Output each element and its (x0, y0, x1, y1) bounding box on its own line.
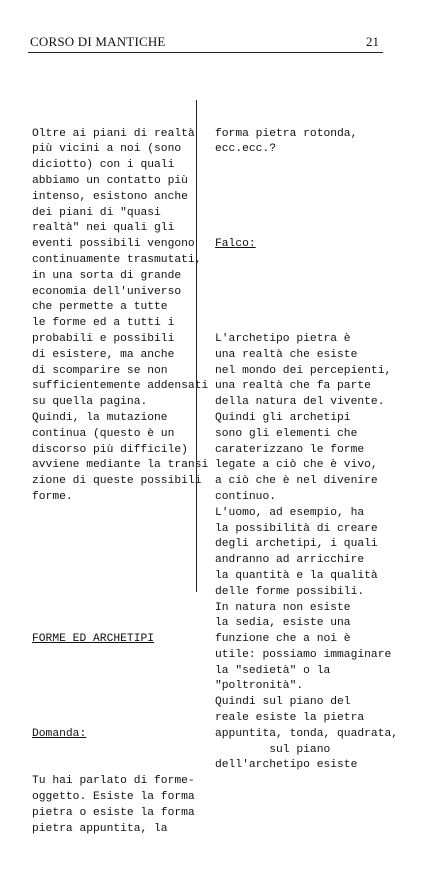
spacer (215, 190, 398, 206)
text-line: In natura non esiste (215, 601, 351, 614)
text-line: discorso più difficile) (32, 443, 188, 456)
text-line: continuo. (215, 490, 277, 503)
text-line: sono gli elementi che (215, 427, 358, 440)
text-line: di scomparire se non (32, 364, 168, 377)
page-number: 21 (366, 34, 379, 49)
left-column (32, 95, 208, 869)
text-line: utile: possiamo immaginare (215, 648, 392, 661)
text-line: caraterizzano le forme (215, 443, 365, 456)
text-line: la sedia, esiste una (215, 617, 351, 630)
text-line: degli archetipi, i quali (215, 538, 378, 551)
text-line: dell'archetipo esiste (215, 759, 358, 772)
text-line: Quindi sul piano del (215, 696, 351, 709)
text-line: eventi possibili vengono (32, 238, 195, 251)
text-line: la quantità e la qualità (215, 569, 378, 582)
spacer (32, 537, 208, 553)
text-line: le forme ed a tutti i (32, 317, 175, 330)
text-line: pietra appuntita, la (32, 822, 168, 835)
text-line: la possibilità di creare (215, 522, 378, 535)
text-line: forme. (32, 490, 73, 503)
text-line: realtà" nei quali gli (32, 222, 175, 235)
text-line: L'archetipo pietra è (215, 332, 351, 345)
text-line: su quella pagina. (32, 396, 148, 409)
text-line: di esistere, ma anche (32, 348, 175, 361)
text-line: zione di queste possibili (32, 475, 202, 488)
running-header-title: CORSO DI MANTICHE (30, 34, 166, 49)
text-line: della natura del vivente. (215, 396, 385, 409)
text-line: oggetto. Esiste la forma (32, 791, 195, 804)
spacer (215, 285, 398, 301)
text-line: sul piano (215, 743, 331, 756)
column-divider (196, 100, 197, 592)
text-line: continuamente trasmutati, (32, 253, 202, 266)
text-line: funzione che a noi è (215, 633, 351, 646)
spacer (32, 585, 208, 601)
text-line: a ciò che è nel divenire (215, 475, 378, 488)
text-line: una realtà che esiste (215, 348, 358, 361)
text-line: pietra o esiste la forma (32, 806, 195, 819)
text-line: diciotto) con i quali (32, 159, 175, 172)
text-line: andranno ad arricchire (215, 554, 365, 567)
text-line: reale esiste la pietra (215, 712, 365, 725)
text-line: "poltronità". (215, 680, 304, 693)
text-line: appuntita, tonda, quadrata, (215, 727, 399, 740)
text-line: avviene mediante la transi (32, 459, 209, 472)
spacer (32, 679, 208, 695)
answer-text (215, 332, 398, 774)
answer-speaker: Falco: (215, 238, 256, 251)
text-line: una realtà che fa parte (215, 380, 371, 393)
text-line: abbiamo un contatto più (32, 174, 188, 187)
text-line: continua (questo è un (32, 427, 175, 440)
question-continuation (215, 127, 398, 159)
text-line: L'uomo, ad esempio, ha (215, 506, 365, 519)
text-line: più vicini a noi (sono (32, 143, 182, 156)
text-line: ecc.ecc.? (215, 143, 277, 156)
question-text (32, 774, 208, 837)
header-rule (28, 52, 383, 53)
text-line: legate a ciò che è vivo, (215, 459, 378, 472)
text-line: intenso, esistono anche (32, 190, 188, 203)
left-paragraph (32, 127, 208, 506)
text-line: delle forme possibili. (215, 585, 365, 598)
text-line: Quindi, la mutazione (32, 411, 168, 424)
text-line: in una sorta di grande (32, 269, 182, 282)
text-line: probabili e possibili (32, 332, 175, 345)
question-speaker: Domanda: (32, 727, 87, 740)
text-line: forma pietra rotonda, (215, 127, 358, 140)
text-line: sufficientemente addensati (32, 380, 209, 393)
text-line: Tu hai parlato di forme- (32, 775, 195, 788)
text-line: economia dell'universo (32, 285, 182, 298)
text-line: dei piani di "quasi (32, 206, 161, 219)
right-column (215, 95, 398, 806)
text-line: la "sedietà" o la (215, 664, 331, 677)
text-line: che permette a tutte (32, 301, 168, 314)
section-heading: FORME ED ARCHETIPI (32, 633, 155, 646)
text-line: nel mondo dei percepienti, (215, 364, 392, 377)
text-line: Quindi gli archetipi (215, 411, 351, 424)
text-line: Oltre ai piani di realtà (32, 127, 195, 140)
